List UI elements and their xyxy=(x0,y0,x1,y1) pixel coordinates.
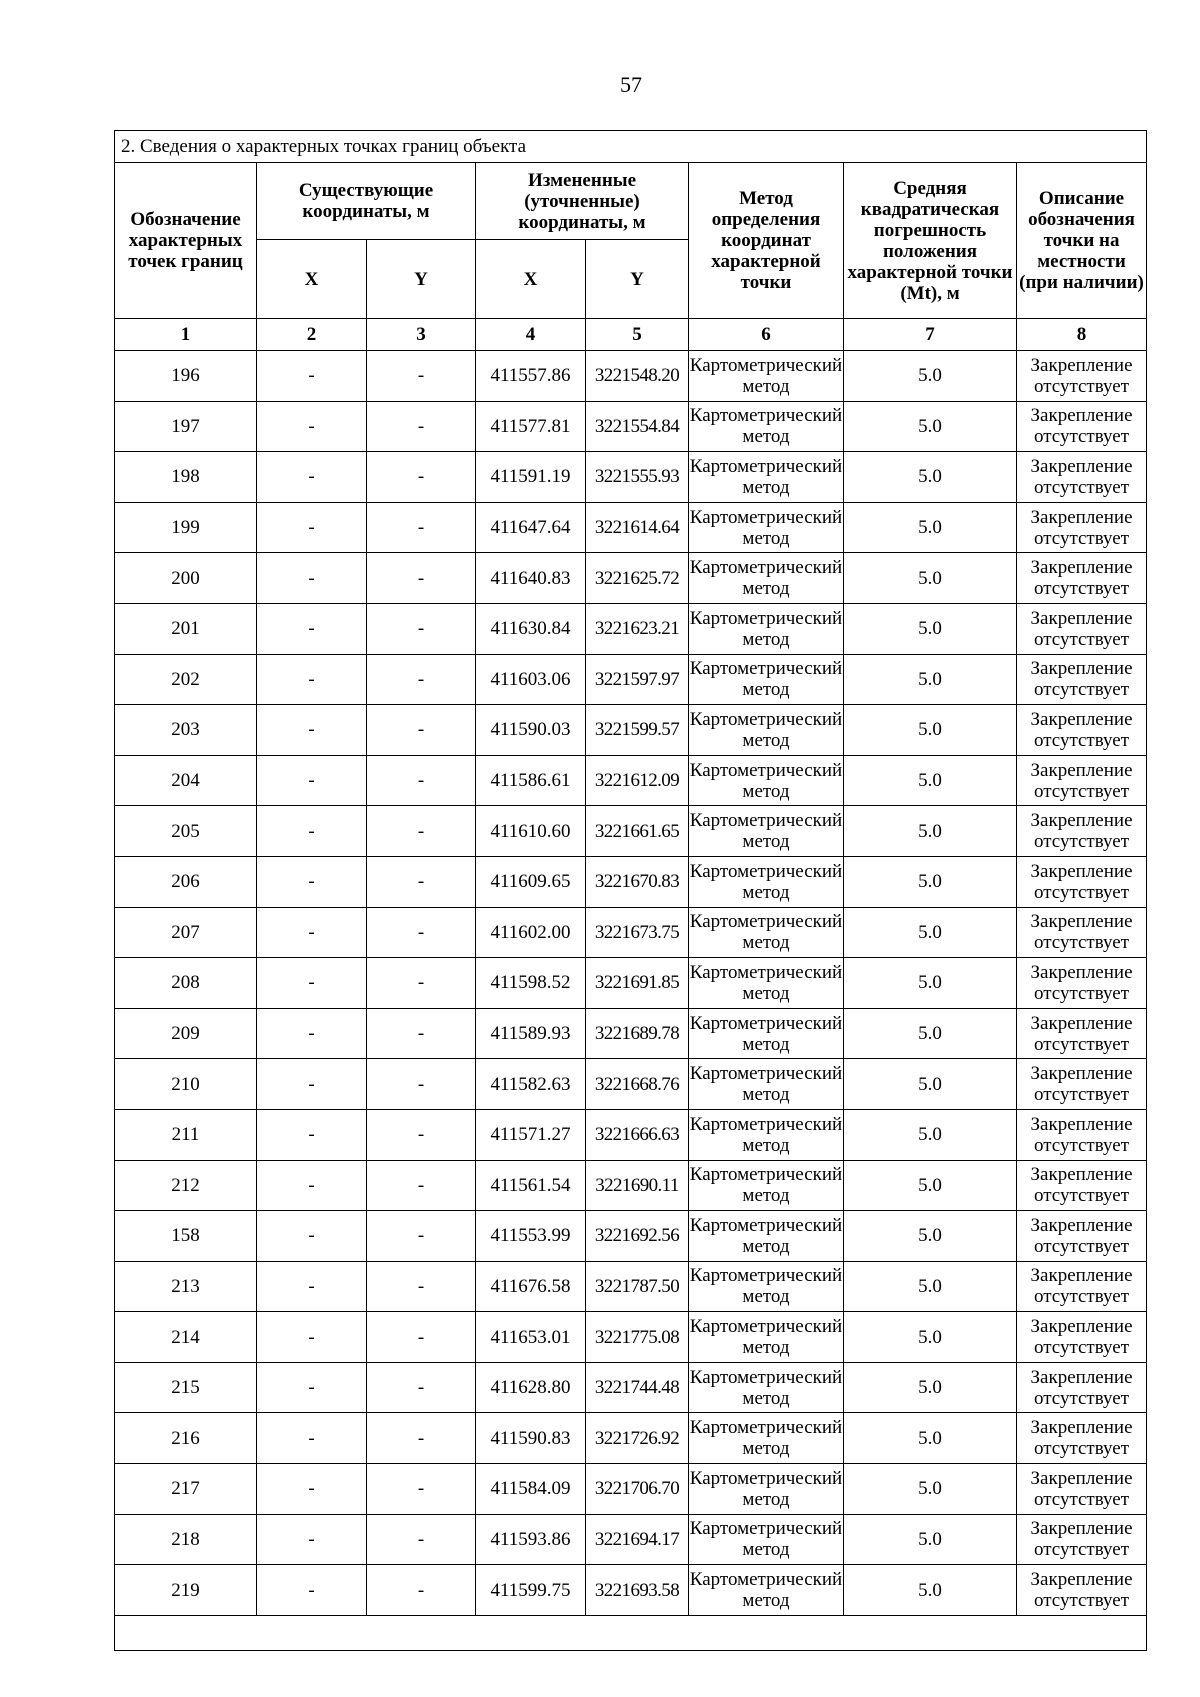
description-cell: Закрепление отсутствует xyxy=(1017,1514,1147,1565)
existing-x-cell: - xyxy=(257,1160,367,1211)
existing-x-cell: - xyxy=(257,553,367,604)
error-cell: 5.0 xyxy=(844,1312,1017,1363)
table-row xyxy=(115,1059,1147,1110)
description-cell: Закрепление отсутствует xyxy=(1017,452,1147,503)
table-row xyxy=(115,806,1147,857)
existing-x-cell: - xyxy=(257,1565,367,1616)
changed-x-cell: 411628.80 xyxy=(476,1362,586,1413)
changed-x-cell: 411590.83 xyxy=(476,1413,586,1464)
error-cell: 5.0 xyxy=(844,1211,1017,1262)
method-cell: Картометрический метод xyxy=(689,1211,844,1262)
table-row xyxy=(115,1413,1147,1464)
changed-x-cell: 411561.54 xyxy=(476,1160,586,1211)
existing-x-cell: - xyxy=(257,958,367,1009)
changed-y-cell: 3221689.78 xyxy=(586,1008,689,1059)
existing-x-cell: - xyxy=(257,806,367,857)
changed-y-cell: 3221787.50 xyxy=(586,1261,689,1312)
changed-x-cell: 411590.03 xyxy=(476,705,586,756)
method-cell: Картометрический метод xyxy=(689,958,844,1009)
method-cell: Картометрический метод xyxy=(689,705,844,756)
point-cell: 199 xyxy=(115,502,257,553)
error-cell: 5.0 xyxy=(844,351,1017,402)
changed-y-cell: 3221614.64 xyxy=(586,502,689,553)
method-cell: Картометрический метод xyxy=(689,1261,844,1312)
boundary-points-table xyxy=(114,130,1147,1651)
existing-y-cell: - xyxy=(367,1211,476,1262)
existing-y-cell: - xyxy=(367,755,476,806)
column-numbers-row xyxy=(115,319,1147,351)
changed-x-cell: 411577.81 xyxy=(476,401,586,452)
point-cell: 200 xyxy=(115,553,257,604)
changed-y-cell: 3221555.93 xyxy=(586,452,689,503)
table-row xyxy=(115,603,1147,654)
error-cell: 5.0 xyxy=(844,553,1017,604)
error-cell: 5.0 xyxy=(844,1109,1017,1160)
method-cell: Картометрический метод xyxy=(689,1059,844,1110)
existing-y-cell: - xyxy=(367,351,476,402)
column-number: 3 xyxy=(367,319,476,351)
description-cell: Закрепление отсутствует xyxy=(1017,1413,1147,1464)
changed-x-cell: 411586.61 xyxy=(476,755,586,806)
existing-x-cell: - xyxy=(257,1211,367,1262)
existing-x-cell: - xyxy=(257,502,367,553)
changed-y-cell: 3221599.57 xyxy=(586,705,689,756)
existing-x-cell: - xyxy=(257,1059,367,1110)
error-cell: 5.0 xyxy=(844,452,1017,503)
method-cell: Картометрический метод xyxy=(689,351,844,402)
column-number: 6 xyxy=(689,319,844,351)
table-row xyxy=(115,1008,1147,1059)
table-row xyxy=(115,907,1147,958)
existing-y-cell: - xyxy=(367,705,476,756)
error-cell: 5.0 xyxy=(844,1261,1017,1312)
point-cell: 201 xyxy=(115,603,257,654)
error-cell: 5.0 xyxy=(844,603,1017,654)
method-cell: Картометрический метод xyxy=(689,1565,844,1616)
existing-x-cell: - xyxy=(257,1514,367,1565)
point-cell: 202 xyxy=(115,654,257,705)
table-row xyxy=(115,654,1147,705)
changed-x-cell: 411630.84 xyxy=(476,603,586,654)
existing-x-cell: - xyxy=(257,705,367,756)
point-cell: 208 xyxy=(115,958,257,1009)
changed-y-cell: 3221625.72 xyxy=(586,553,689,604)
existing-y-cell: - xyxy=(367,401,476,452)
existing-y-cell: - xyxy=(367,1565,476,1616)
error-cell: 5.0 xyxy=(844,806,1017,857)
point-cell: 219 xyxy=(115,1565,257,1616)
description-cell: Закрепление отсутствует xyxy=(1017,1464,1147,1515)
table-row xyxy=(115,452,1147,503)
changed-y-cell: 3221612.09 xyxy=(586,755,689,806)
changed-x-cell: 411557.86 xyxy=(476,351,586,402)
column-number: 7 xyxy=(844,319,1017,351)
table-row xyxy=(115,1160,1147,1211)
header-changed-y: Y xyxy=(586,240,689,319)
existing-x-cell: - xyxy=(257,1109,367,1160)
changed-y-cell: 3221693.58 xyxy=(586,1565,689,1616)
empty-cell xyxy=(115,1615,1147,1650)
existing-y-cell: - xyxy=(367,856,476,907)
description-cell: Закрепление отсутствует xyxy=(1017,907,1147,958)
changed-x-cell: 411676.58 xyxy=(476,1261,586,1312)
existing-y-cell: - xyxy=(367,1109,476,1160)
existing-y-cell: - xyxy=(367,1312,476,1363)
changed-y-cell: 3221668.76 xyxy=(586,1059,689,1110)
error-cell: 5.0 xyxy=(844,755,1017,806)
header-description: Описание обозначения точки на местности (при наличии) xyxy=(1017,163,1147,319)
table-row xyxy=(115,1261,1147,1312)
existing-y-cell: - xyxy=(367,553,476,604)
description-cell: Закрепление отсутствует xyxy=(1017,1261,1147,1312)
table-row xyxy=(115,1362,1147,1413)
existing-y-cell: - xyxy=(367,1261,476,1312)
method-cell: Картометрический метод xyxy=(689,1514,844,1565)
description-cell: Закрепление отсутствует xyxy=(1017,1160,1147,1211)
method-cell: Картометрический метод xyxy=(689,1109,844,1160)
existing-x-cell: - xyxy=(257,452,367,503)
changed-y-cell: 3221548.20 xyxy=(586,351,689,402)
changed-y-cell: 3221726.92 xyxy=(586,1413,689,1464)
error-cell: 5.0 xyxy=(844,1413,1017,1464)
method-cell: Картометрический метод xyxy=(689,401,844,452)
empty-row xyxy=(115,1615,1147,1650)
point-cell: 158 xyxy=(115,1211,257,1262)
point-cell: 214 xyxy=(115,1312,257,1363)
changed-x-cell: 411571.27 xyxy=(476,1109,586,1160)
header-existing-x: X xyxy=(257,240,367,319)
error-cell: 5.0 xyxy=(844,1160,1017,1211)
error-cell: 5.0 xyxy=(844,958,1017,1009)
description-cell: Закрепление отсутствует xyxy=(1017,856,1147,907)
existing-x-cell: - xyxy=(257,856,367,907)
changed-y-cell: 3221673.75 xyxy=(586,907,689,958)
changed-x-cell: 411603.06 xyxy=(476,654,586,705)
error-cell: 5.0 xyxy=(844,1565,1017,1616)
method-cell: Картометрический метод xyxy=(689,452,844,503)
changed-x-cell: 411640.83 xyxy=(476,553,586,604)
description-cell: Закрепление отсутствует xyxy=(1017,755,1147,806)
existing-x-cell: - xyxy=(257,401,367,452)
column-number: 4 xyxy=(476,319,586,351)
description-cell: Закрепление отсутствует xyxy=(1017,502,1147,553)
header-changed-coordinates: Измененные (уточненные) координаты, м xyxy=(476,163,689,240)
description-cell: Закрепление отсутствует xyxy=(1017,553,1147,604)
changed-x-cell: 411599.75 xyxy=(476,1565,586,1616)
changed-x-cell: 411598.52 xyxy=(476,958,586,1009)
error-cell: 5.0 xyxy=(844,705,1017,756)
point-cell: 196 xyxy=(115,351,257,402)
existing-x-cell: - xyxy=(257,1413,367,1464)
changed-y-cell: 3221690.11 xyxy=(586,1160,689,1211)
method-cell: Картометрический метод xyxy=(689,1464,844,1515)
description-cell: Закрепление отсутствует xyxy=(1017,351,1147,402)
existing-y-cell: - xyxy=(367,806,476,857)
point-cell: 206 xyxy=(115,856,257,907)
changed-x-cell: 411591.19 xyxy=(476,452,586,503)
point-cell: 211 xyxy=(115,1109,257,1160)
existing-y-cell: - xyxy=(367,907,476,958)
description-cell: Закрепление отсутствует xyxy=(1017,1059,1147,1110)
error-cell: 5.0 xyxy=(844,1464,1017,1515)
changed-x-cell: 411593.86 xyxy=(476,1514,586,1565)
changed-x-cell: 411589.93 xyxy=(476,1008,586,1059)
existing-x-cell: - xyxy=(257,654,367,705)
changed-y-cell: 3221775.08 xyxy=(586,1312,689,1363)
existing-y-cell: - xyxy=(367,1362,476,1413)
point-cell: 198 xyxy=(115,452,257,503)
point-cell: 205 xyxy=(115,806,257,857)
description-cell: Закрепление отсутствует xyxy=(1017,1565,1147,1616)
point-cell: 216 xyxy=(115,1413,257,1464)
header-designation: Обозначение характерных точек границ xyxy=(115,163,257,319)
changed-x-cell: 411609.65 xyxy=(476,856,586,907)
point-cell: 210 xyxy=(115,1059,257,1110)
method-cell: Картометрический метод xyxy=(689,502,844,553)
existing-y-cell: - xyxy=(367,1160,476,1211)
changed-y-cell: 3221706.70 xyxy=(586,1464,689,1515)
table-row xyxy=(115,553,1147,604)
point-cell: 218 xyxy=(115,1514,257,1565)
error-cell: 5.0 xyxy=(844,654,1017,705)
existing-x-cell: - xyxy=(257,755,367,806)
method-cell: Картометрический метод xyxy=(689,1160,844,1211)
existing-x-cell: - xyxy=(257,907,367,958)
table-row xyxy=(115,502,1147,553)
method-cell: Картометрический метод xyxy=(689,603,844,654)
method-cell: Картометрический метод xyxy=(689,654,844,705)
existing-x-cell: - xyxy=(257,1464,367,1515)
existing-x-cell: - xyxy=(257,1312,367,1363)
existing-y-cell: - xyxy=(367,1008,476,1059)
changed-x-cell: 411582.63 xyxy=(476,1059,586,1110)
table-row xyxy=(115,755,1147,806)
table-row xyxy=(115,351,1147,402)
changed-y-cell: 3221623.21 xyxy=(586,603,689,654)
point-cell: 204 xyxy=(115,755,257,806)
point-cell: 215 xyxy=(115,1362,257,1413)
changed-y-cell: 3221554.84 xyxy=(586,401,689,452)
existing-x-cell: - xyxy=(257,1008,367,1059)
changed-y-cell: 3221744.48 xyxy=(586,1362,689,1413)
method-cell: Картометрический метод xyxy=(689,755,844,806)
column-number: 1 xyxy=(115,319,257,351)
error-cell: 5.0 xyxy=(844,502,1017,553)
method-cell: Картометрический метод xyxy=(689,806,844,857)
table-row xyxy=(115,1464,1147,1515)
existing-y-cell: - xyxy=(367,452,476,503)
error-cell: 5.0 xyxy=(844,1059,1017,1110)
point-cell: 213 xyxy=(115,1261,257,1312)
method-cell: Картометрический метод xyxy=(689,1362,844,1413)
description-cell: Закрепление отсутствует xyxy=(1017,654,1147,705)
description-cell: Закрепление отсутствует xyxy=(1017,806,1147,857)
column-number: 5 xyxy=(586,319,689,351)
existing-y-cell: - xyxy=(367,1514,476,1565)
column-number: 8 xyxy=(1017,319,1147,351)
method-cell: Картометрический метод xyxy=(689,1413,844,1464)
changed-x-cell: 411602.00 xyxy=(476,907,586,958)
error-cell: 5.0 xyxy=(844,1514,1017,1565)
changed-x-cell: 411553.99 xyxy=(476,1211,586,1262)
point-cell: 217 xyxy=(115,1464,257,1515)
existing-x-cell: - xyxy=(257,1261,367,1312)
description-cell: Закрепление отсутствует xyxy=(1017,1211,1147,1262)
existing-y-cell: - xyxy=(367,502,476,553)
table-row xyxy=(115,1109,1147,1160)
changed-x-cell: 411647.64 xyxy=(476,502,586,553)
changed-y-cell: 3221597.97 xyxy=(586,654,689,705)
existing-x-cell: - xyxy=(257,1362,367,1413)
page-number: 57 xyxy=(620,72,642,97)
error-cell: 5.0 xyxy=(844,1008,1017,1059)
description-cell: Закрепление отсутствует xyxy=(1017,401,1147,452)
table-row xyxy=(115,1514,1147,1565)
table-row xyxy=(115,1565,1147,1616)
existing-y-cell: - xyxy=(367,1413,476,1464)
existing-x-cell: - xyxy=(257,603,367,654)
section-title: 2. Сведения о характерных точках границ объекта xyxy=(115,131,1147,163)
header-changed-x: X xyxy=(476,240,586,319)
changed-y-cell: 3221692.56 xyxy=(586,1211,689,1262)
changed-y-cell: 3221691.85 xyxy=(586,958,689,1009)
method-cell: Картометрический метод xyxy=(689,907,844,958)
header-existing-y: Y xyxy=(367,240,476,319)
description-cell: Закрепление отсутствует xyxy=(1017,1312,1147,1363)
error-cell: 5.0 xyxy=(844,1362,1017,1413)
existing-y-cell: - xyxy=(367,958,476,1009)
table-row xyxy=(115,401,1147,452)
column-number: 2 xyxy=(257,319,367,351)
header-error: Средняя квадратическая погрешность положения характерной точки (Mt), м xyxy=(844,163,1017,319)
method-cell: Картометрический метод xyxy=(689,1008,844,1059)
point-cell: 197 xyxy=(115,401,257,452)
point-cell: 207 xyxy=(115,907,257,958)
changed-y-cell: 3221670.83 xyxy=(586,856,689,907)
table-row xyxy=(115,958,1147,1009)
changed-x-cell: 411653.01 xyxy=(476,1312,586,1363)
point-cell: 212 xyxy=(115,1160,257,1211)
method-cell: Картометрический метод xyxy=(689,1312,844,1363)
point-cell: 209 xyxy=(115,1008,257,1059)
changed-x-cell: 411584.09 xyxy=(476,1464,586,1515)
method-cell: Картометрический метод xyxy=(689,856,844,907)
description-cell: Закрепление отсутствует xyxy=(1017,705,1147,756)
existing-x-cell: - xyxy=(257,351,367,402)
table-row xyxy=(115,1211,1147,1262)
changed-x-cell: 411610.60 xyxy=(476,806,586,857)
changed-y-cell: 3221661.65 xyxy=(586,806,689,857)
existing-y-cell: - xyxy=(367,1464,476,1515)
existing-y-cell: - xyxy=(367,654,476,705)
table-row xyxy=(115,705,1147,756)
error-cell: 5.0 xyxy=(844,856,1017,907)
error-cell: 5.0 xyxy=(844,907,1017,958)
header-existing-coordinates: Существующие координаты, м xyxy=(257,163,476,240)
header-method: Метод определения координат характерной точки xyxy=(689,163,844,319)
existing-y-cell: - xyxy=(367,603,476,654)
changed-y-cell: 3221666.63 xyxy=(586,1109,689,1160)
description-cell: Закрепление отсутствует xyxy=(1017,1008,1147,1059)
description-cell: Закрепление отсутствует xyxy=(1017,603,1147,654)
table-body xyxy=(115,351,1147,1616)
method-cell: Картометрический метод xyxy=(689,553,844,604)
changed-y-cell: 3221694.17 xyxy=(586,1514,689,1565)
table-row xyxy=(115,1312,1147,1363)
table-row xyxy=(115,856,1147,907)
description-cell: Закрепление отсутствует xyxy=(1017,958,1147,1009)
error-cell: 5.0 xyxy=(844,401,1017,452)
point-cell: 203 xyxy=(115,705,257,756)
description-cell: Закрепление отсутствует xyxy=(1017,1109,1147,1160)
description-cell: Закрепление отсутствует xyxy=(1017,1362,1147,1413)
existing-y-cell: - xyxy=(367,1059,476,1110)
